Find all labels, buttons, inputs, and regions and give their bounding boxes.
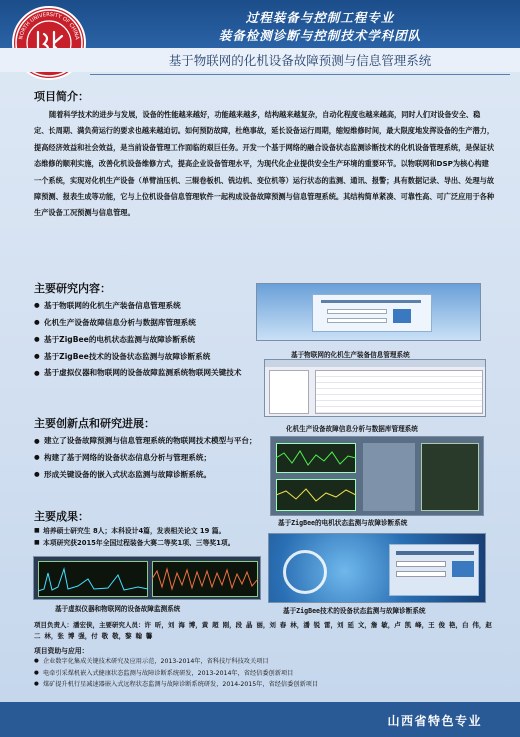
figure-motor-monitor-screenshot <box>270 436 484 516</box>
research-item: ● 基于物联网的化机生产装备信息管理系统 <box>34 297 259 314</box>
intro-heading: 项目简介： <box>34 90 89 103</box>
team-name: 装备检测诊断与控制技术学科团队 <box>218 28 422 43</box>
intro-text: 随着科学技术的进步与发展，设备的性能越来越好，功能越来越多，结构越来越复杂，自动化程度也越来越高，同时人们对设备安全、稳定、长周期、满负荷运行的要求也越来越迫切。如何预防故障，杜绝事故，延长设备运行周期，缩短维修时间，最大限度地发挥设备的生产潜力，提高经济效益和社会效益，是当前设备管理工作面临的艰巨任务。开发一个基于网络的融合设备状态监测诊断技术的化机设备管理系统，是保证状态维修的顺利实施，改善化机设备维修方式，提高企业设备管理水平，为现代化企业提供安全生产环境的重要环节。以物联网和DSP为核心构建一个系统，实现对化机生产设备（单臂油压机、三辊卷板机、铣边机、变位机等）运行状态的监测、通讯、报警；具有数据记录、导出、处理与故障预测、报表生成等功能，它与上位机设备信息管理软件一起构成设备故障预测与信息管理系统。其结构简单紧凑、可靠性高、可广泛应用于各种生产设备工况预测与信息管理。 <box>34 110 495 218</box>
funding-list <box>34 656 318 691</box>
svg-text:NORTH UNIVERSITY OF CHINA: NORTH UNIVERSITY OF CHINA <box>18 11 80 41</box>
figure-caption: 基于物联网的化机生产装备信息管理系统 <box>291 351 410 359</box>
results-heading: 主要成果： <box>34 510 89 523</box>
funding-heading: 项目资助与应用： <box>34 647 89 655</box>
team-members: 项目负责人：潘宏侠，主要研究人员：许 昕，刘 海 博，黄 超 刚，段 晶 丽，刘 春 林，潘 锐 雷，刘 延 文，詹 敏，卢 凯 峰，王 俊 艳，白 伟，赵 二 林，张 博 强，付 敬 敬，黎 翰 馨 <box>34 621 492 640</box>
poster-title: 基于物联网的化机设备故障预测与信息管理系统 <box>168 53 432 68</box>
waveform-icon <box>276 443 356 473</box>
spectrum-icon <box>38 561 148 597</box>
spectrum-icon <box>152 561 258 597</box>
figure-zigbee-screenshot <box>268 533 486 603</box>
title-divider <box>90 74 510 75</box>
ie-logo-icon <box>283 550 327 594</box>
innovation-list <box>34 433 264 483</box>
innovation-item: ● 形成关键设备的嵌入式状态监测与故障诊断系统。 <box>34 466 264 483</box>
results-item: ■ 本项研究获2015年全国过程装备大赛二等奖1项、三等奖1项。 <box>34 537 284 549</box>
figure-caption: 化机生产设备故障信息分析与数据库管理系统 <box>286 425 418 433</box>
innovation-item: ● 构建了基于网络的设备状态信息分析与管理系统； <box>34 449 264 466</box>
waveform-icon <box>276 479 356 511</box>
research-item: ● 基于ZigBee的电机状态监测与故障诊断系统 <box>34 331 259 348</box>
figure-login-screenshot <box>256 283 481 341</box>
funding-item: ● 企业数字化集成关键技术研究及应用示范，2013-2014年，省科技厅科技攻关项目 <box>34 656 318 668</box>
major-name: 过程装备与控制工程专业 <box>245 10 395 25</box>
research-item: ● 基于ZigBee技术的设备状态监测与故障诊断系统 <box>34 348 259 365</box>
footer-label: 山西省特色专业 <box>387 714 482 728</box>
innovation-item: ● 建立了设备故障预测与信息管理系统的物联网技术模型与平台； <box>34 433 264 449</box>
results-item: ■ 培养硕士研究生 8人；本科设计4篇，发表相关论文 19 篇。 <box>34 525 284 537</box>
login-panel <box>312 294 432 332</box>
figure-caption: 基于虚拟仪器和物联网的设备故障监测系统 <box>55 605 181 613</box>
figure-caption: 基于ZigBee技术的设备状态监测与故障诊断系统 <box>283 607 426 615</box>
results-list <box>34 525 284 549</box>
funding-item: ● 煤矿提升机行星减速器嵌入式远程状态监测与故障诊断系统研发，2014-2015年，省经信委创新项目 <box>34 679 318 691</box>
figure-database-screenshot <box>264 359 486 417</box>
funding-item: ● 电牵引采煤机嵌入式健康状态监测与故障诊断系统研发，2013-2014年，省经信委创新项目 <box>34 668 318 680</box>
research-item: ● 化机生产设备故障信息分析与数据库管理系统 <box>34 314 259 331</box>
figure-caption: 基于ZigBee的电机状态监测与故障诊断系统 <box>278 519 408 527</box>
research-item: ● 基于虚拟仪器和物联网的设备故障监测系统物联网关键技术 <box>34 365 259 381</box>
research-heading: 主要研究内容： <box>34 282 111 295</box>
research-list <box>34 297 259 381</box>
innovation-heading: 主要创新点和研究进展： <box>34 417 155 430</box>
figure-virtual-instrument-screenshot <box>33 556 261 600</box>
